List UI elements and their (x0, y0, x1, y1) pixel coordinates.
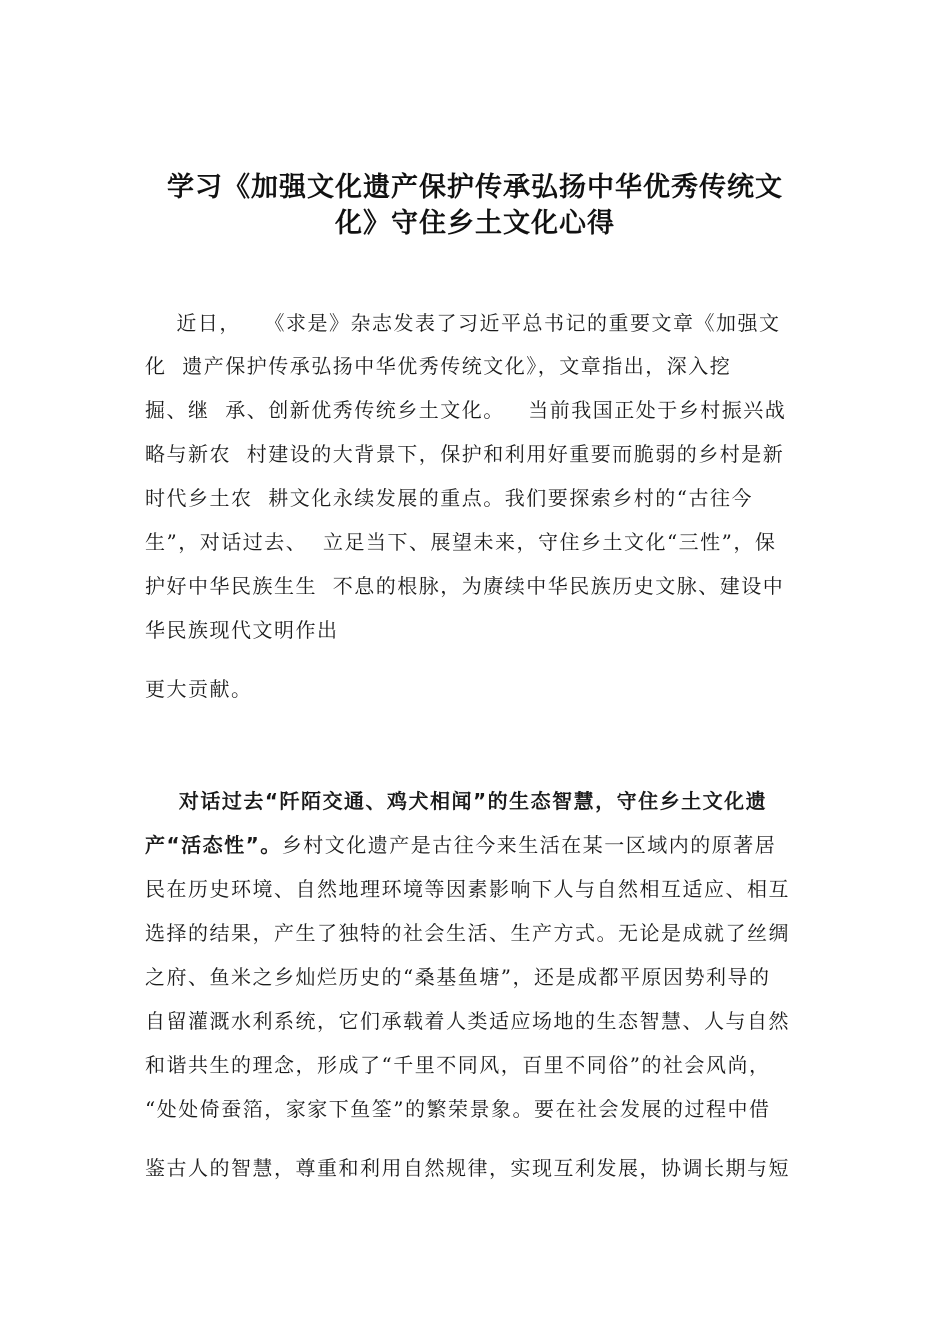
paragraph-1-line: 更大贡献。 (145, 677, 253, 701)
document-title-line-1: 学习《加强文化遗产保护传承弘扬中华优秀传统文 (167, 172, 783, 203)
paragraph-1-line: 近日， 《求是》杂志发表了习近平总书记的重要文章《加强文 (145, 311, 781, 335)
paragraph-2-heading-tail: 产“活态性”。 (145, 833, 282, 857)
paragraph-2-line-rest: 乡村文化遗产是古往今来生活在某一区域内的原著居 (281, 833, 777, 857)
paragraph-2-line: 自留灌溉水利系统，它们承载着人类适应场地的生态智慧、人与自然 (145, 1009, 790, 1033)
paragraph-2-line: 民在历史环境、自然地理环境等因素影响下人与自然相互适应、相互 (145, 877, 790, 901)
paragraph-2-line: “处处倚蚕箔，家家下鱼筌”的繁荣景象。要在社会发展的过程中借 (145, 1097, 771, 1121)
paragraph-1-line: 略与新农 村建设的大背景下，保护和利用好重要而脆弱的乡村是新 (145, 442, 785, 466)
paragraph-2-line: 鉴古人的智慧，尊重和利用自然规律，实现互利发展，协调长期与短 (145, 1156, 790, 1180)
paragraph-1-line: 生”，对话过去、 立足当下、展望未来，守住乡土文化“三性”，保 (145, 530, 777, 554)
paragraph-1-line: 掘、继 承、创新优秀传统乡土文化。 当前我国正处于乡村振兴战 (145, 398, 787, 422)
paragraph-2-line (145, 829, 776, 858)
document-title-line-2: 化》守住乡土文化心得 (335, 208, 615, 239)
paragraph-1-line: 化 遗产保护传承弘扬中华优秀传统文化》，文章指出，深入挖 (145, 354, 732, 378)
paragraph-2-line: 和谐共生的理念，形成了“千里不同风，百里不同俗”的社会风尚， (145, 1053, 771, 1077)
paragraph-1-line: 华民族现代文明作出 (145, 618, 339, 642)
paragraph-1-line: 时代乡土农 耕文化永续发展的重点。我们要探索乡村的“古往今 (145, 486, 753, 510)
paragraph-2-heading-line: 对话过去“阡陌交通、鸡犬相闻”的生态智慧，守住乡土文化遗 (145, 789, 768, 813)
paragraph-1-line: 护好中华民族生生 不息的根脉，为赓续中华民族历史文脉、建设中 (145, 574, 785, 598)
paragraph-2-line: 选择的结果，产生了独特的社会生活、生产方式。无论是成就了丝绸 (145, 921, 790, 945)
paragraph-2-line: 之府、鱼米之乡灿烂历史的“桑基鱼塘”，还是成都平原因势利导的 (145, 965, 771, 989)
